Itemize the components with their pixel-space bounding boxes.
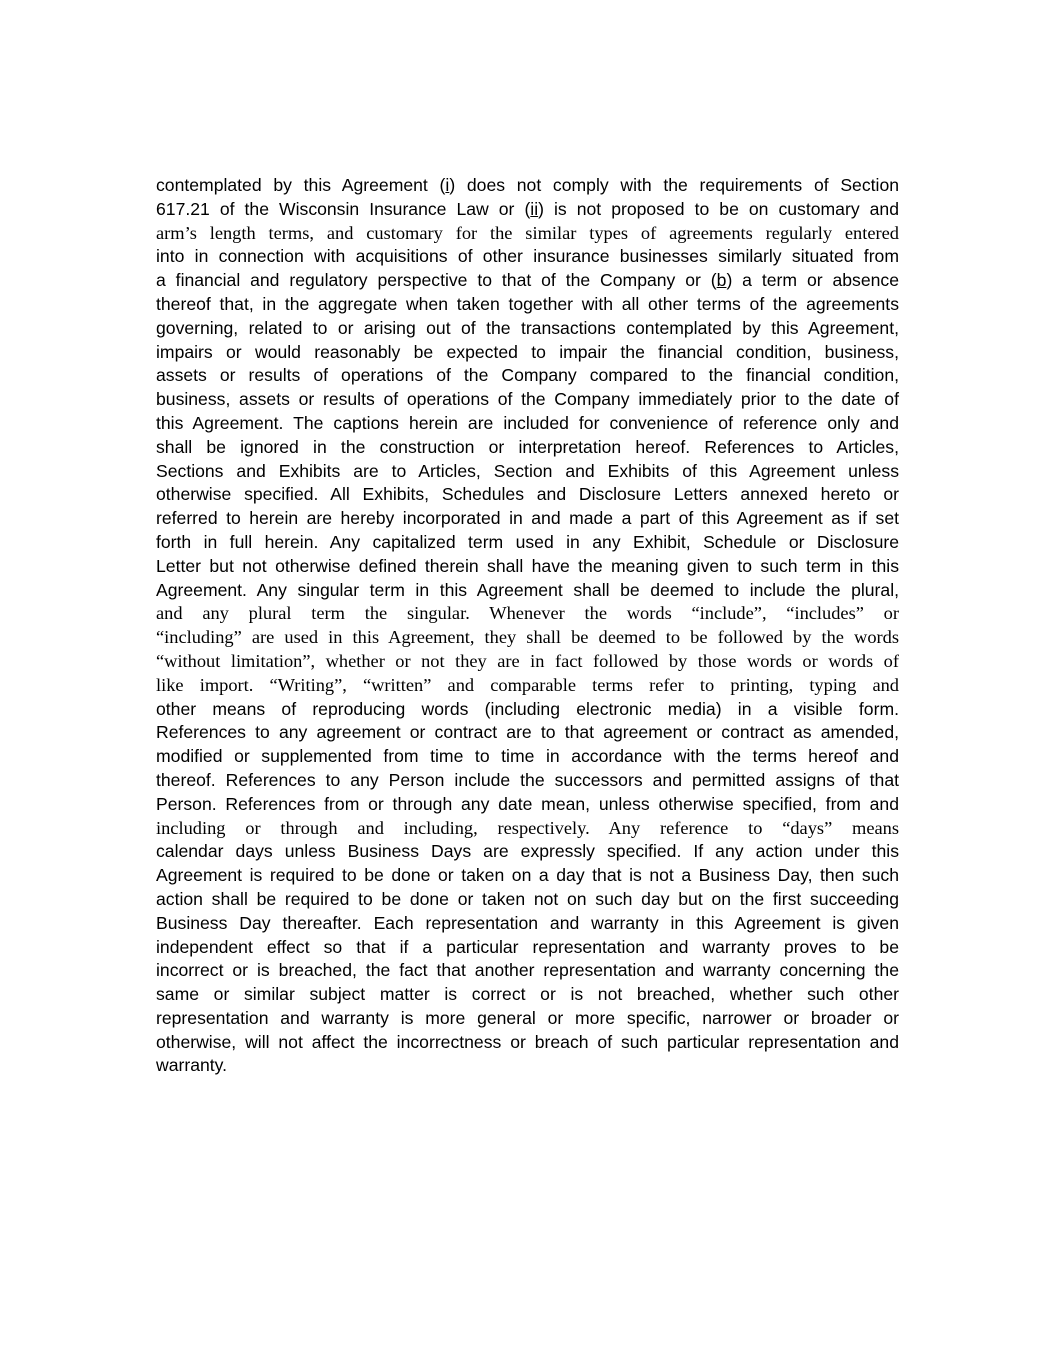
text-line-segment: “without limitation”, whether or not they are in fact followed by those words or words of — [156, 650, 899, 671]
text-line — [156, 602, 899, 626]
text-line — [156, 983, 899, 1007]
text-line-segment: Business Day thereafter. Each representation and warranty in this Agreement is given — [156, 912, 899, 933]
text-line-segment: Letter but not otherwise defined therein shall have the meaning given to such term in this — [156, 555, 899, 576]
text-line-segment: 617.21 of the Wisconsin Insurance Law or ( — [156, 198, 531, 219]
text-line — [156, 674, 899, 698]
text-line-segment: Agreement. Any singular term in this Agreement shall be deemed to include the plural, — [156, 579, 899, 600]
text-line-segment: modified or supplemented from time to time in accordance with the terms hereof and — [156, 746, 899, 767]
text-line — [156, 341, 899, 365]
text-line-segment: thereof. References to any Person include the successors and permitted assigns of that — [156, 769, 899, 790]
text-line — [156, 579, 899, 603]
text-line-segment: this Agreement. The captions herein are included for convenience of reference only and — [156, 412, 899, 433]
text-line-segment: shall be ignored in the construction or interpretation hereof. References to Articles, — [156, 436, 899, 457]
text-line-segment: governing, related to or arising out of the transactions contemplated by this Agreement, — [156, 317, 899, 338]
text-line-segment: warranty. — [156, 1055, 228, 1076]
text-line-segment: References to any agreement or contract are to that agreement or contract as amended, — [156, 722, 899, 743]
text-line — [156, 936, 899, 960]
text-line — [156, 412, 899, 436]
text-line — [156, 1031, 899, 1055]
text-line-segment: Agreement is required to be done or taken on a day that is not a Business Day, then such — [156, 865, 899, 886]
text-line — [156, 198, 899, 222]
text-line-segment: a financial and regulatory perspective to that of the Company or ( — [156, 270, 717, 291]
text-line — [156, 1007, 899, 1031]
text-line — [156, 436, 899, 460]
text-line — [156, 912, 899, 936]
text-line — [156, 269, 899, 293]
text-line — [156, 721, 899, 745]
text-line-segment: ) is not proposed to be on customary and — [538, 198, 899, 219]
text-line — [156, 888, 899, 912]
text-line-segment: representation and warranty is more general or more specific, narrower or broader or — [156, 1007, 899, 1028]
enumeration-label: ii — [530, 198, 539, 219]
text-line-segment: forth in full herein. Any capitalized term used in any Exhibit, Schedule or Disclosure — [156, 531, 899, 552]
text-line-segment: incorrect or is breached, the fact that another representation and warranty concerning the — [156, 960, 899, 981]
text-line-segment: thereof that, in the aggregate when taken together with all other terms of the agreements — [156, 293, 899, 314]
text-line-segment: “including” are used in this Agreement, they shall be deemed to be followed by the words — [156, 627, 899, 648]
text-line — [156, 507, 899, 531]
text-line-segment: independent effect so that if a particular representation and warranty proves to be — [156, 936, 899, 957]
text-line — [156, 959, 899, 983]
text-line-segment: impairs or would reasonably be expected to impair the financial condition, business, — [156, 341, 899, 362]
text-line-segment: contemplated by this Agreement ( — [156, 175, 446, 195]
enumeration-label: b — [716, 270, 727, 291]
text-line — [156, 531, 899, 555]
text-line — [156, 460, 899, 484]
text-line — [156, 626, 899, 650]
text-line — [156, 317, 899, 341]
text-line-segment: arm’s length terms, and customary for the similar types of agreements regularly entered — [156, 222, 899, 243]
text-line-segment: Sections and Exhibits are to Articles, Section and Exhibits of this Agreement unless — [156, 460, 899, 481]
text-line-segment: ) a term or absence — [726, 270, 899, 291]
text-line-segment: Person. References from or through any date mean, unless otherwise specified, from and — [156, 793, 899, 814]
text-line — [156, 364, 899, 388]
text-line-segment: calendar days unless Business Days are expressly specified. If any action under this — [156, 841, 899, 862]
body-paragraph — [156, 174, 899, 1078]
text-line — [156, 793, 899, 817]
text-line — [156, 840, 899, 864]
text-line-segment: same or similar subject matter is correct or is not breached, whether such other — [156, 984, 899, 1005]
text-line — [156, 483, 899, 507]
text-line-segment: referred to herein are hereby incorporated in and made a part of this Agreement as if set — [156, 508, 899, 529]
text-line — [156, 388, 899, 412]
text-line-segment: otherwise specified. All Exhibits, Schedules and Disclosure Letters annexed hereto or — [156, 484, 899, 505]
text-line — [156, 555, 899, 579]
text-line — [156, 864, 899, 888]
text-line — [156, 1054, 899, 1078]
text-line — [156, 222, 899, 246]
text-line-segment: ) does not comply with the requirements of Section — [449, 175, 900, 195]
text-line — [156, 245, 899, 269]
text-line — [156, 650, 899, 674]
text-line-segment: assets or results of operations of the Company compared to the financial condition, — [156, 365, 899, 386]
text-line — [156, 174, 899, 198]
text-line — [156, 698, 899, 722]
text-line — [156, 769, 899, 793]
text-line-segment: otherwise, will not affect the incorrectness or breach of such particular representation and — [156, 1031, 899, 1052]
text-line-segment: into in connection with acquisitions of other insurance businesses similarly situated from — [156, 246, 899, 267]
text-line-segment: business, assets or results of operations of the Company immediately prior to the date of — [156, 389, 899, 410]
text-line-segment: like import. “Writing”, “written” and comparable terms refer to printing, typing and — [156, 674, 899, 695]
text-line — [156, 817, 899, 841]
text-line-segment: and any plural term the singular. Whenever the words “include”, “includes” or — [156, 603, 899, 624]
text-line-segment: action shall be required to be done or taken not on such day but on the first succeeding — [156, 888, 899, 909]
text-line-segment: including or through and including, respectively. Any reference to “days” means — [156, 817, 899, 838]
enumeration-label: i — [445, 175, 450, 195]
text-line — [156, 745, 899, 769]
text-line — [156, 293, 899, 317]
text-line-segment: other means of reproducing words (including electronic media) in a visible form. — [156, 698, 899, 719]
